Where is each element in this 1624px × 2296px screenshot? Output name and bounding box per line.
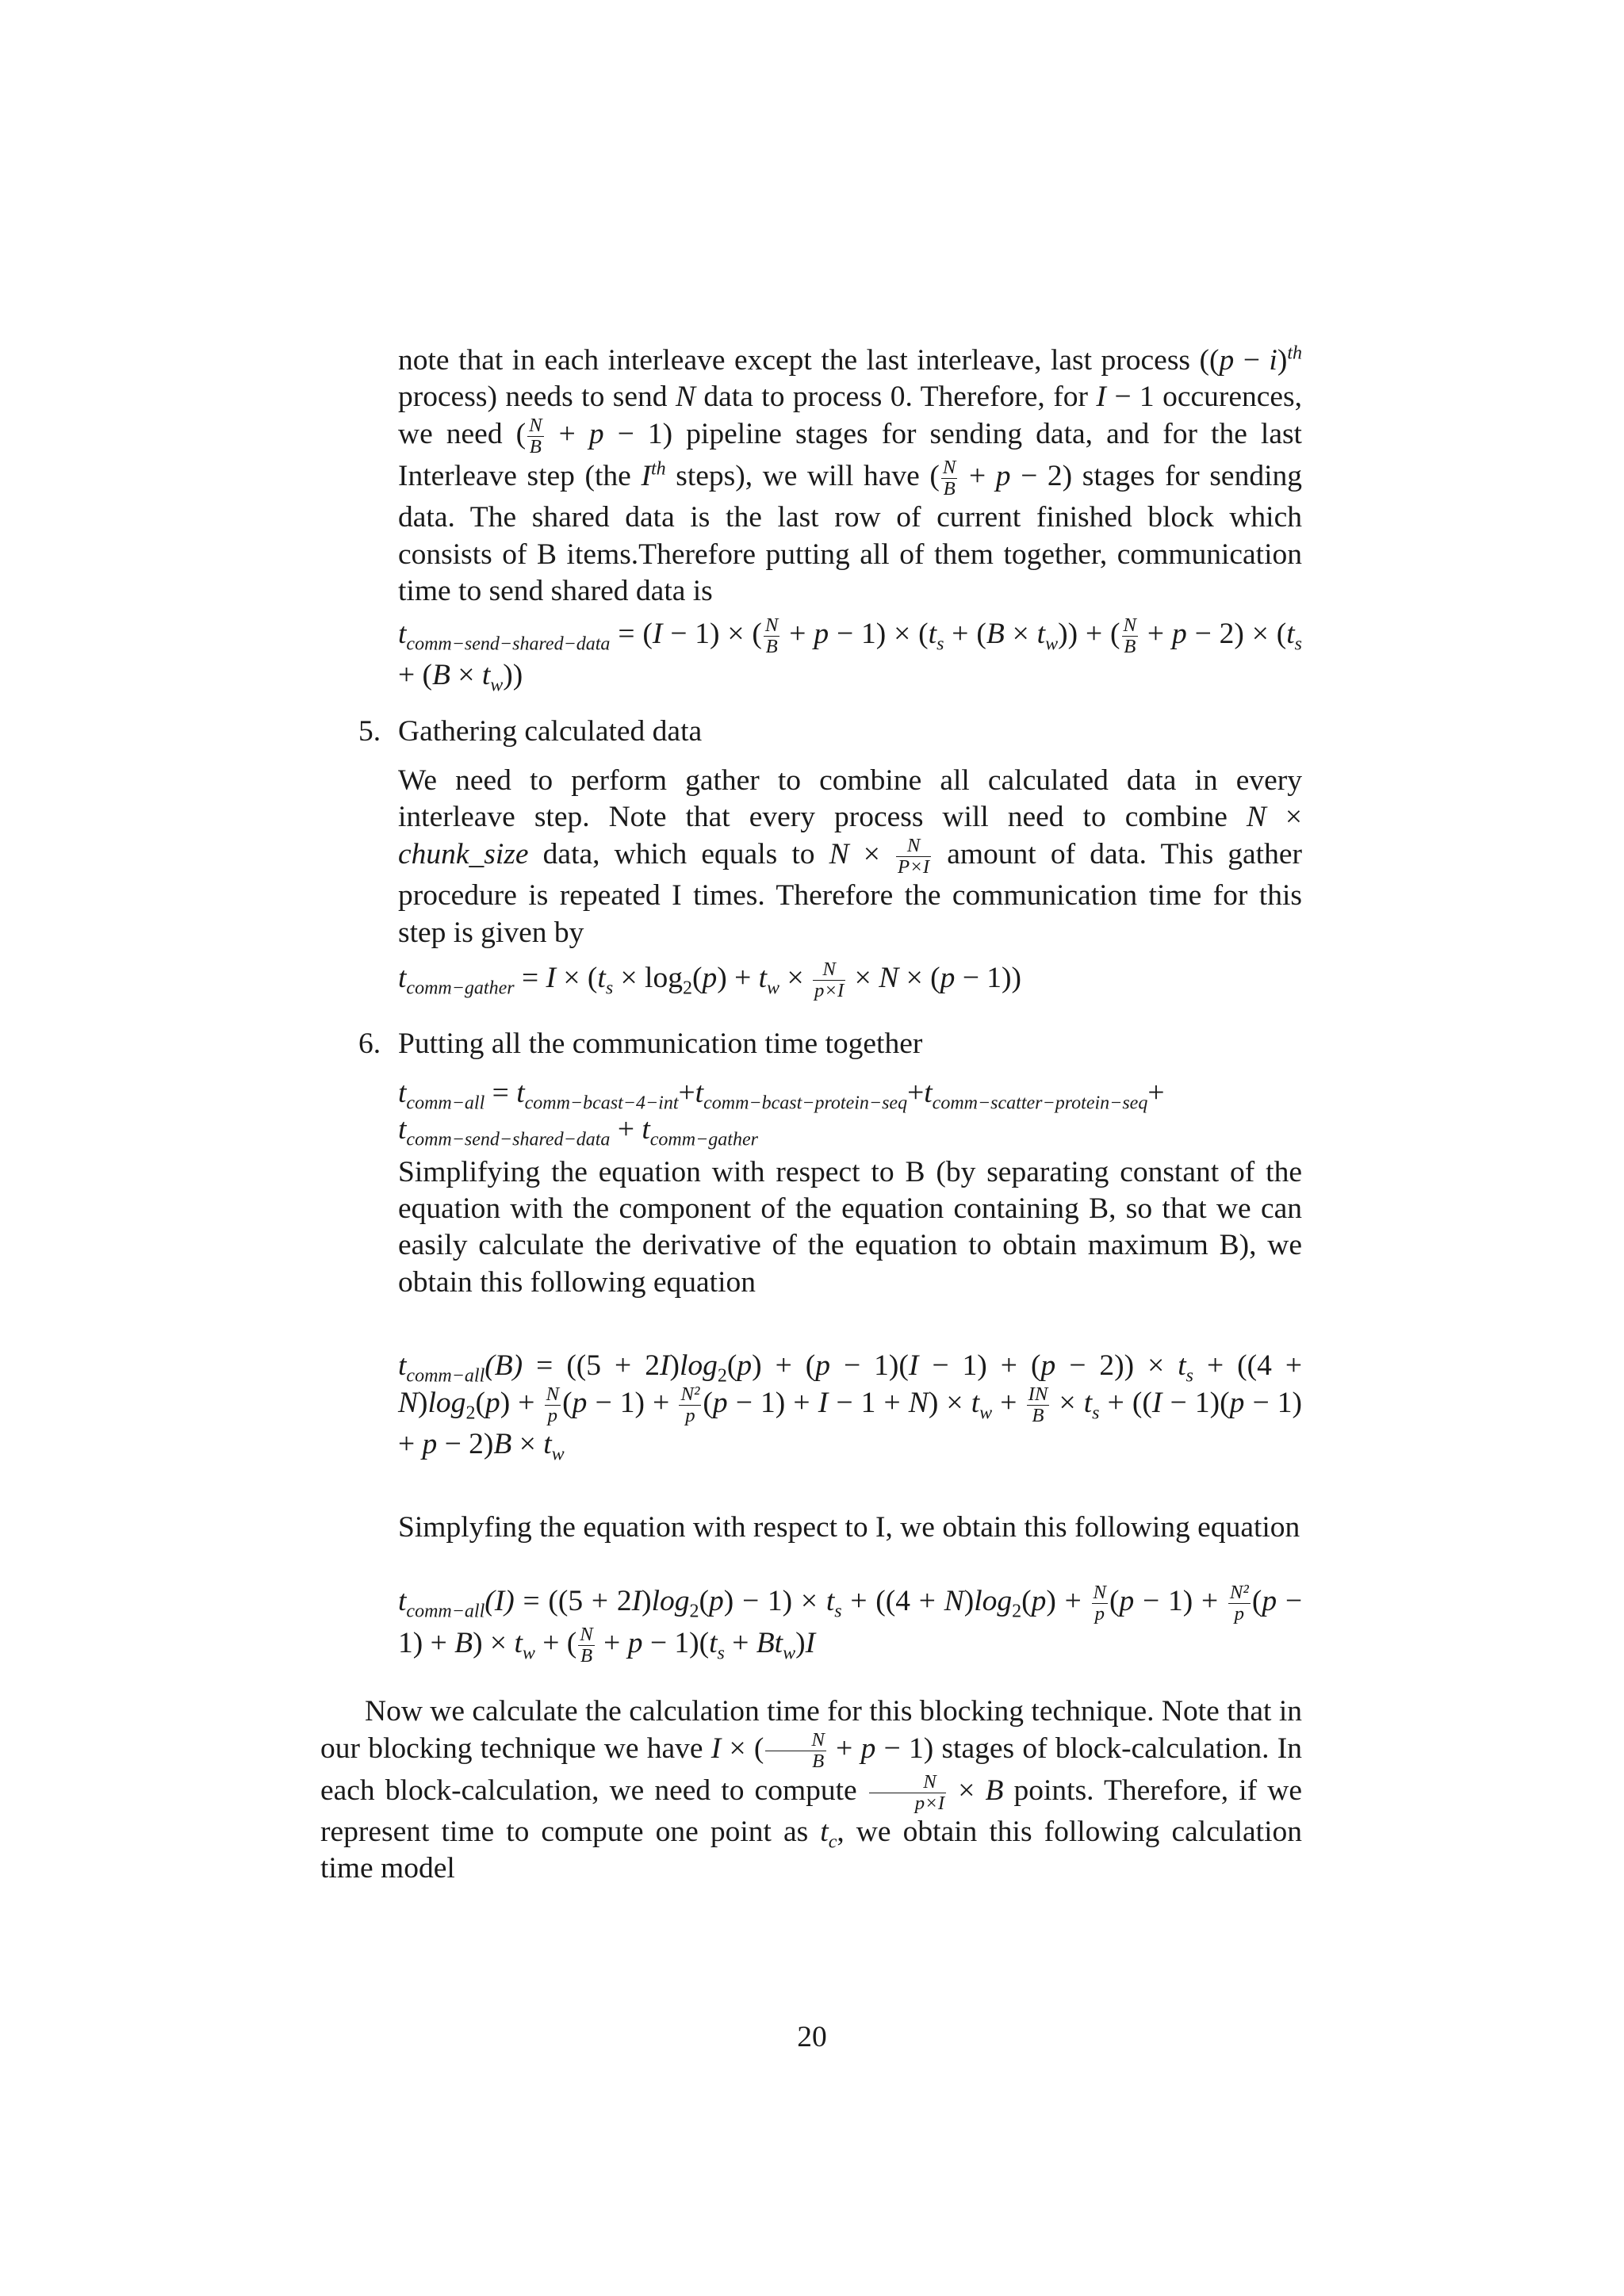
- page-number: 20: [797, 2021, 827, 2053]
- intro-paragraph: note that in each interleave except the last interleave, last process ($(p - i)^{th}$ process) needs to send N data to process 0. Therefore, for I − 1 occurences, we need ( $\frac{N}{B}$ + p − 1) pipeline stages for sending data, and for the last Interleave step (the Ith steps), we will have ( $\frac{N}{B}$ + p − 2) stages for sending data. The shared data is the last row of current finished block which consists of B items.Therefore putting all of them together, communication time to send shared data is: [398, 342, 1302, 607]
- item-5-body: We need to perform gather to combine all calculated data in every interleave step. Note that every process will need to combine N × chunk_size data, which equals to N × $\frac{N}{P\times I}$ amount of data. This gather procedure is repeated I times. Therefore the communication time for this step is given by: [398, 764, 1303, 949]
- equation-send-shared: $t_{comm-send-shared-data} = (I - 1)$ × ( $\frac{N}{B}$ + $p - 1) \times (t_s + (B \times t_w))$ + ( $\frac{N}{B}$ + $p - 2) \times (t_s + (B \times t_w))$: [398, 614, 1303, 696]
- simplify-b-text: [398, 1154, 1302, 1301]
- item-5-number: 5.: [358, 715, 381, 748]
- equation-gather: $t_{comm-gather} = I \times (t_s \times \log_2(p) + t_w$ × $\frac{N}{p\times I}$ × N × (p − 1)): [398, 959, 1021, 1001]
- simplify-i-paragraph: Simplyfing the equation with respect to I, we obtain this following equation: [398, 1511, 1300, 1544]
- equation-all-line2: $t_{comm-send-shared-data} + t_{comm-gather}$: [398, 1113, 758, 1150]
- equation-all-line1: $t_{comm-all} = t_{comm-bcast-4-int}+t_{comm-bcast-protein-seq}+t_{comm-scatter-protein-seq}+$: [398, 1077, 1165, 1114]
- item-5-heading: Gathering calculated data: [398, 715, 703, 748]
- simplify-i-text: [398, 1510, 1302, 1546]
- simplify-b-paragraph: Simplifying the equation with respect to B (by separating constant of the equation with the component of the equation containing B, so that we can easily calculate the derivative of the equation to obtain maximum B), we obtain this following equation: [398, 1156, 1302, 1299]
- item-6-heading: Putting all the communication time together: [398, 1027, 923, 1060]
- closing-paragraph: Now we calculate the calculation time for this blocking technique. Note that in our blocking technique we have I × ( $\frac{N}{B}$ + p − 1) stages of block-calculation. In each block-calculation, we need to compute $\frac{N}{p\times I}$ × B points. Therefore, if we represent time to compute one point as $t_c$, we obtain this following calculation time model: [320, 1695, 1302, 1885]
- equation-b: $t_{comm-all}(B) = ((5 + 2I)\log_2(p) + (p - 1)(I - 1) + (p - 2)) \times t_s + ((4 + N)\log_2(p)$ + $\frac{N}{p}$ (p − 1) + $\frac{\text{N²}}{p}$ $(p - 1) + I - 1 + N) \times t_w$ + $\frac{IN}{B}$ × $t_s + ((I - 1)(p - 1) + p - 2)B \times t_w$: [398, 1349, 1303, 1465]
- equation-i: $t_{comm-all}(I) = ((5 + 2I)\log_2(p) - 1) \times t_s + ((4 + N)\log_2(p)$ + $\frac{N}{p}$ (p − 1) + $\frac{\text{N²}}{p}$ $(p - 1) + B) \times t_w$ + ( $\frac{N}{B}$ + $p - 1)(t_s + Bt_w)I$: [398, 1582, 1302, 1667]
- item-6-number: 6.: [358, 1027, 381, 1060]
